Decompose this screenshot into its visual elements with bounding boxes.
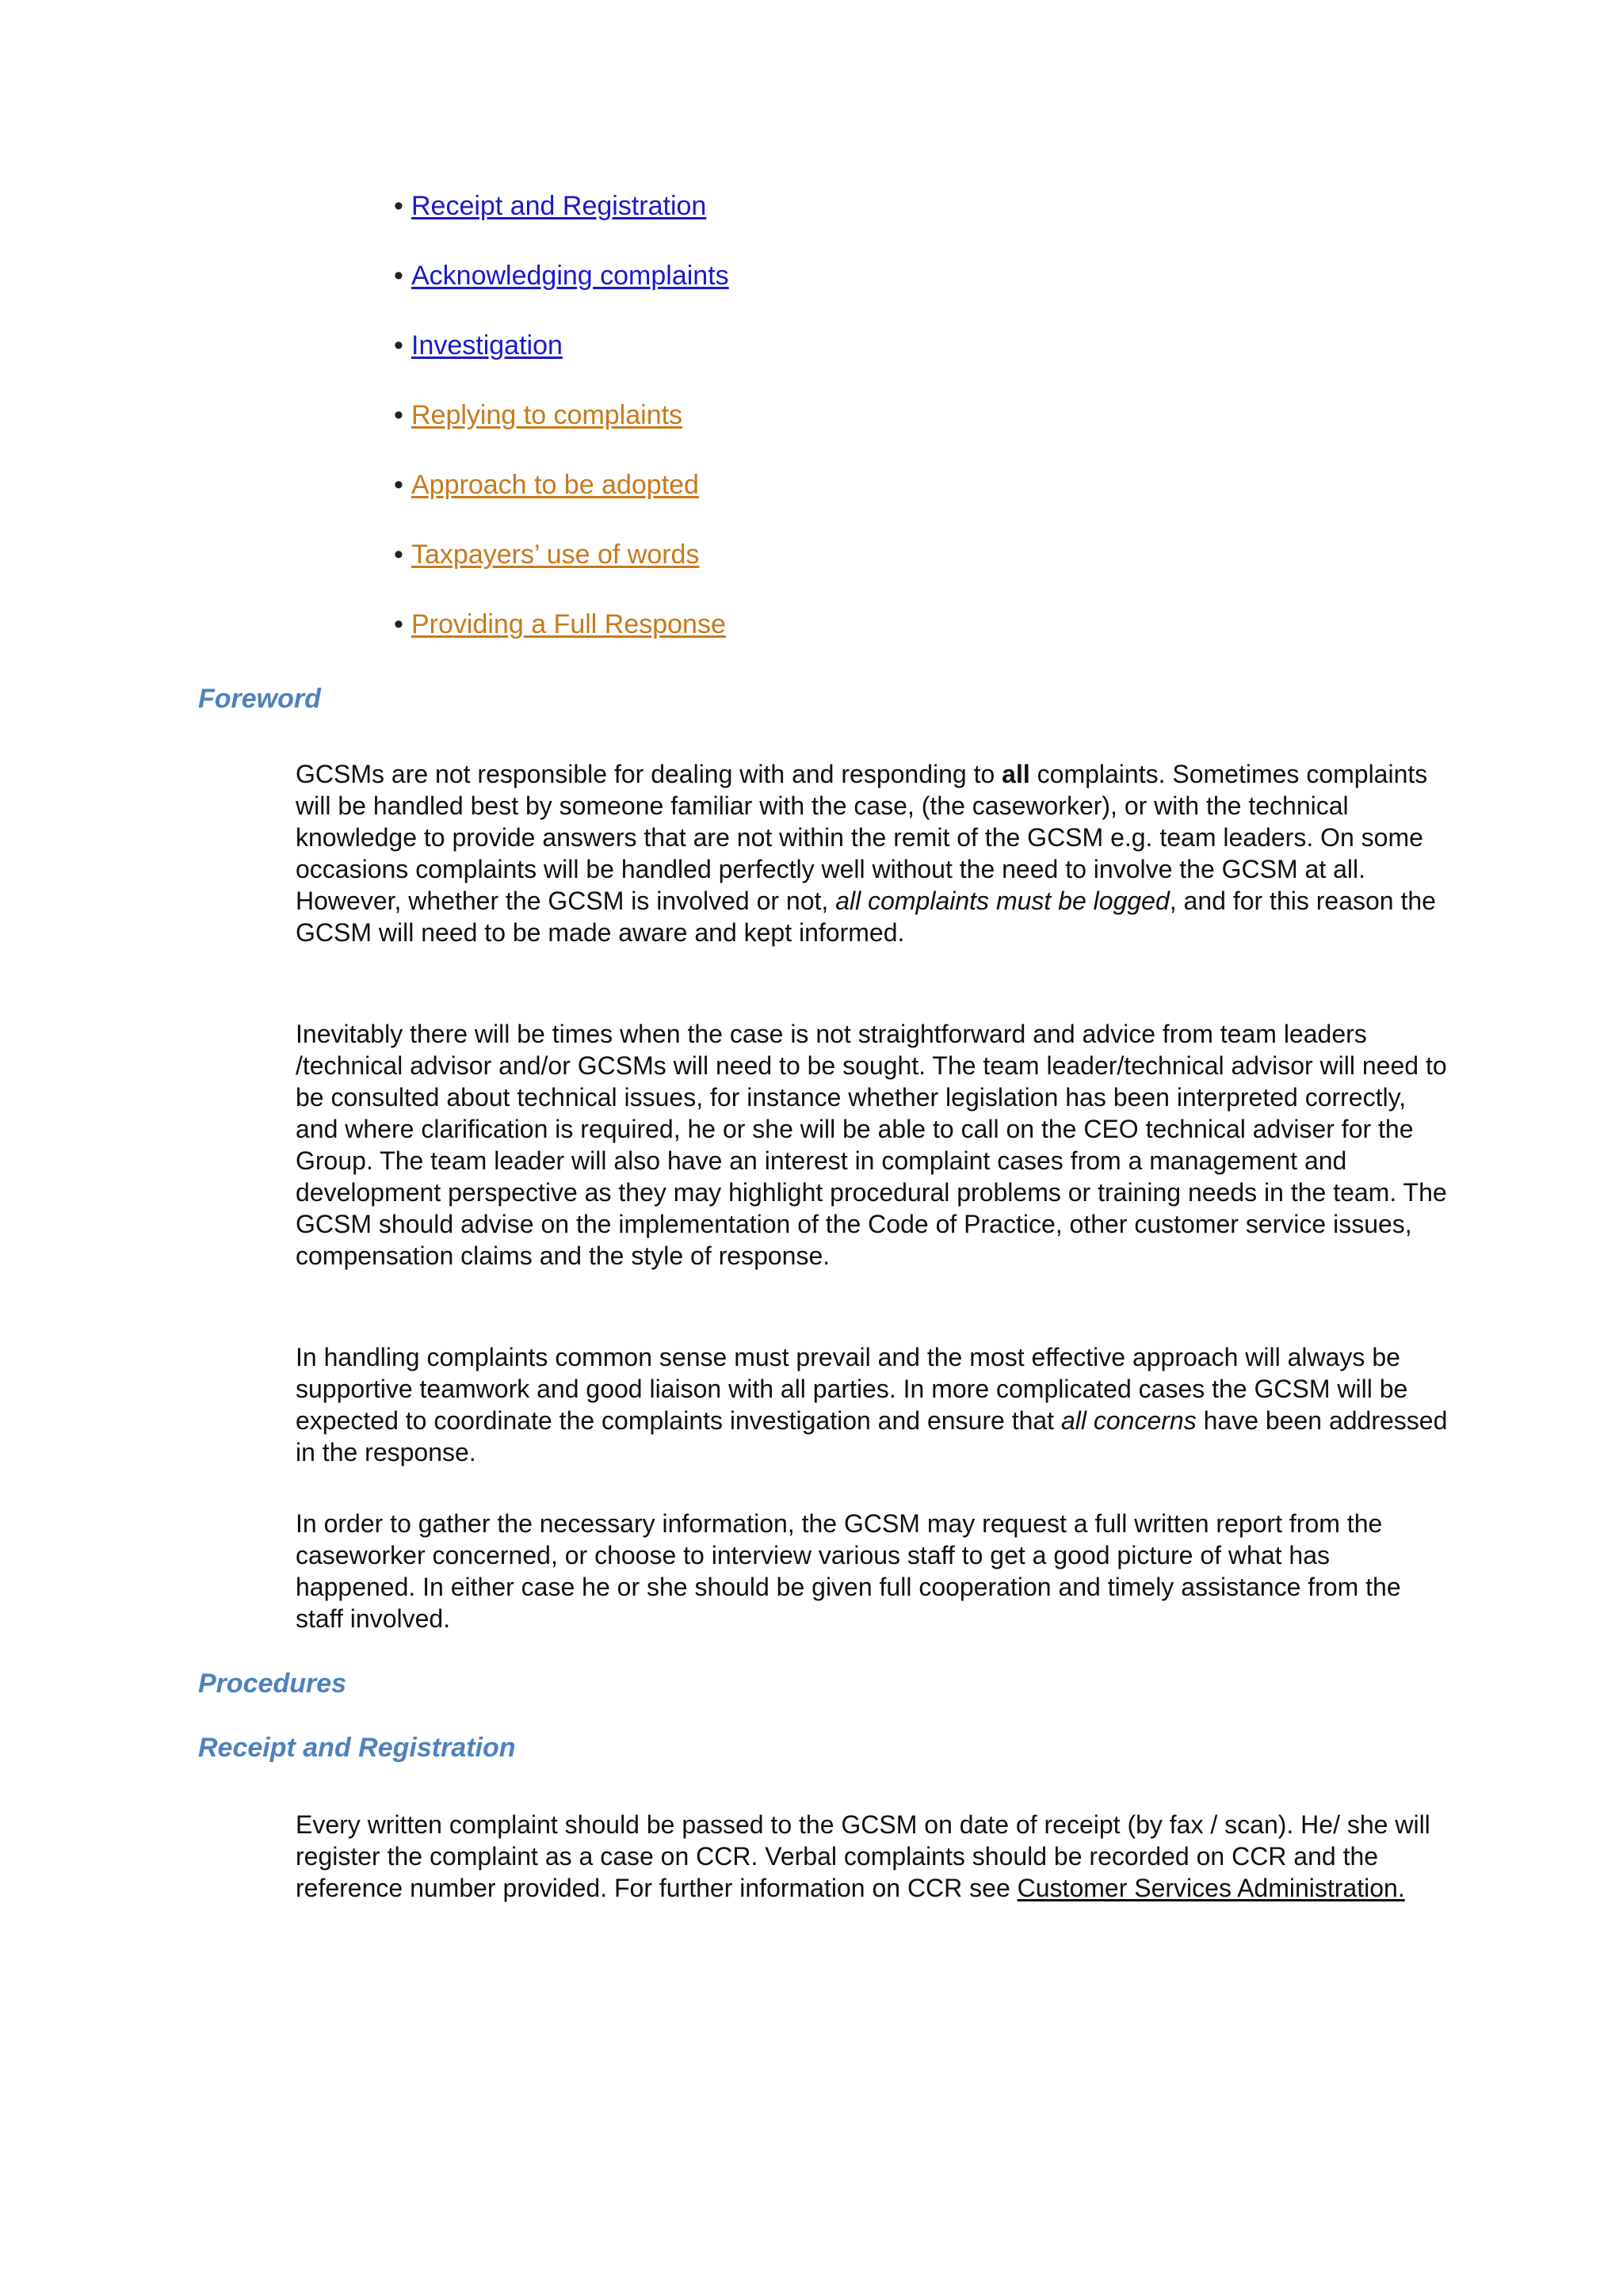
italic-text: all concerns: [1060, 1406, 1197, 1435]
toc-link-investigation[interactable]: Investigation: [411, 330, 563, 360]
toc-item: [394, 469, 729, 501]
toc-item: [394, 330, 729, 361]
toc-item: [394, 190, 729, 222]
customer-services-administration-link[interactable]: Customer Services Administration.: [1017, 1874, 1405, 1902]
toc-item: [394, 399, 729, 431]
heading-receipt-and-registration: Receipt and Registration: [198, 1733, 516, 1763]
bullet: •: [394, 191, 403, 221]
bullet: •: [394, 261, 403, 291]
bullet: •: [394, 400, 403, 430]
text-run: , and for this reason the GCSM will need to be made aware and kept informed.: [296, 887, 1436, 947]
toc-link-receipt-and-registration[interactable]: Receipt and Registration: [411, 191, 707, 221]
heading-foreword: Foreword: [198, 684, 321, 714]
foreword-paragraph-1: [296, 758, 1453, 948]
toc-link-replying-to-complaints[interactable]: Replying to complaints: [411, 400, 683, 430]
bullet: •: [394, 609, 403, 639]
receipt-paragraph: [296, 1809, 1453, 1904]
foreword-paragraph-2: Inevitably there will be times when the case is not straightforward and advice from team leaders /technical advisor and/or GCSMs will need to be sought. The team leader/technical advisor will need to be consulted about technical issues, for instance whether legislation has been interpreted correctly, and where clarification is required, he or she will be able to call on the CEO technical adviser for the Group. The team leader will also have an interest in complaint cases from a management and development perspective as they may highlight procedural problems or training needs in the team. The GCSM should advise on the implementation of the Code of Practice, other customer service issues, compensation claims and the style of response.: [296, 1020, 1447, 1270]
toc-link-approach-to-be-adopted[interactable]: Approach to be adopted: [411, 470, 699, 500]
text-run: In handling complaints common sense must prevail and the most effective approach will always be supportive teamwork and good liaison with all parties. In more complicated cases the GCSM will be expected to coordinate the complaints investigation and ensure that: [296, 1343, 1408, 1435]
toc-item: [394, 608, 729, 640]
bullet: •: [394, 470, 403, 500]
text-run: GCSMs are not responsible for dealing with and responding to: [296, 760, 1002, 788]
bullet: •: [394, 540, 403, 570]
toc-item: [394, 260, 729, 292]
foreword-paragraph-3: [296, 1341, 1453, 1468]
text-run: Every written complaint should be passed to the GCSM on date of receipt (by fax / scan). He/ she will register the complaint as a case on CCR. Verbal complaints should be recorded on CCR and the reference number provided. For further information on CCR see: [296, 1810, 1430, 1902]
toc-item: [394, 539, 729, 570]
text-run: complaints. Sometimes complaints will be handled best by someone familiar with the case, (the caseworker), or with the technical knowledge to provide answers that are not within the remit of the GCSM e.g. team leaders. On some occasions complaints will be handled perfectly well without the need to involve the GCSM at all. However, whether the GCSM is involved or not,: [296, 760, 1428, 915]
toc-link-providing-a-full-response[interactable]: Providing a Full Response: [411, 609, 726, 639]
italic-text: all complaints must be logged: [835, 887, 1170, 915]
bold-text: all: [1002, 760, 1030, 788]
foreword-paragraph-4: In order to gather the necessary information, the GCSM may request a full written report from the caseworker concerned, or choose to interview various staff to get a good picture of what has happened. In either case he or she should be given full cooperation and timely assistance from the staff involved.: [296, 1509, 1401, 1633]
table-of-contents: [394, 190, 729, 678]
toc-link-taxpayers-use-of-words[interactable]: Taxpayers’ use of words: [411, 540, 700, 570]
toc-link-acknowledging-complaints[interactable]: Acknowledging complaints: [411, 261, 729, 291]
text-run: have been addressed in the response.: [296, 1406, 1448, 1466]
heading-procedures: Procedures: [198, 1669, 347, 1699]
bullet: •: [394, 330, 403, 360]
